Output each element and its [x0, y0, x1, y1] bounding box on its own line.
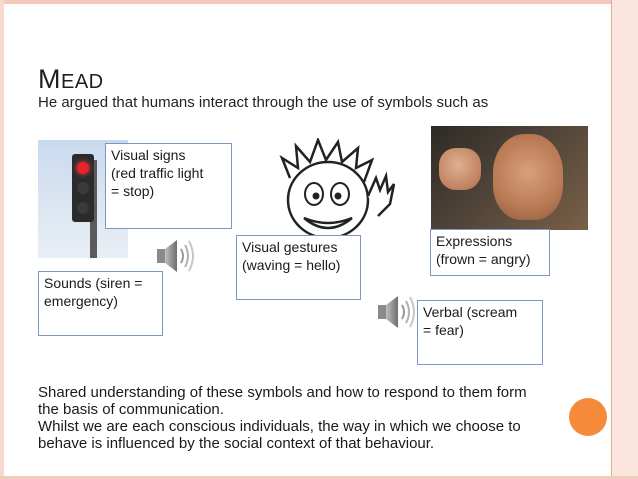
visual-signs-line-1: Visual signs: [111, 147, 186, 163]
amber-lamp: [77, 182, 89, 194]
expressions-box: [430, 229, 550, 276]
footer-line-1: Shared understanding of these symbols and how to respond to them form: [38, 384, 527, 401]
sounds-line-2: emergency): [44, 293, 118, 309]
sounds-line-1: Sounds (siren =: [44, 275, 143, 291]
visual-gestures-line-2: (waving = hello): [242, 257, 341, 273]
verbal-line-1: Verbal (scream: [423, 304, 518, 320]
footer-line-4: behave is influenced by the social context of that behaviour.: [38, 435, 435, 452]
speaker-icon: [376, 292, 418, 332]
slide-right-band-line: [611, 0, 612, 479]
slide-subtitle: He argued that humans interact through the use of symbols such as: [38, 94, 489, 111]
title-initial: M: [38, 64, 61, 94]
slide-right-band: [612, 0, 638, 479]
orange-circle-decoration: [569, 398, 607, 436]
fist: [439, 148, 481, 190]
slide-title: [38, 66, 104, 93]
footer-line-2: the basis of communication.: [38, 401, 224, 418]
expressions-line-2: (frown = angry): [436, 251, 531, 267]
visual-signs-box: [105, 143, 232, 229]
red-lamp: [77, 162, 89, 174]
visual-gestures-line-1: Visual gestures: [242, 239, 338, 255]
verbal-box: [417, 300, 543, 365]
angry-face-photo: [431, 126, 588, 230]
footer-line-3: Whilst we are each conscious individuals, the way in which we choose to: [38, 418, 521, 435]
title-rest: EAD: [61, 71, 104, 93]
waving-boy-cartoon: [268, 138, 398, 248]
face-head: [493, 134, 563, 220]
visual-signs-line-2: (red traffic light: [111, 165, 204, 181]
visual-signs-line-3: = stop): [111, 183, 155, 199]
visual-gestures-box: [236, 235, 361, 300]
slide-top-edge: [0, 0, 638, 4]
green-lamp: [77, 202, 89, 214]
sounds-box: [38, 271, 163, 336]
footer-paragraph: [38, 384, 598, 452]
verbal-line-2: = fear): [423, 322, 464, 338]
expressions-line-1: Expressions: [436, 233, 513, 249]
speaker-icon: [155, 236, 197, 276]
slide-left-edge: [0, 0, 4, 479]
